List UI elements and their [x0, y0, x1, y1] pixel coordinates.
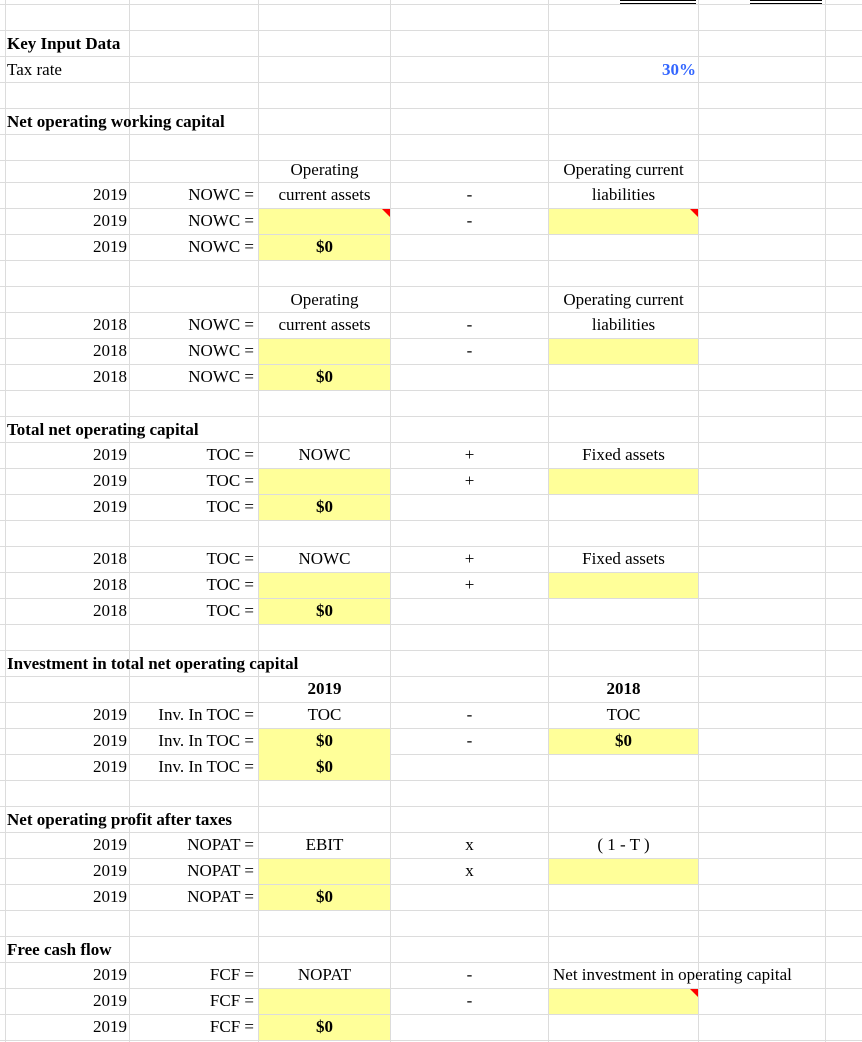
result-value: $0 — [316, 731, 333, 750]
result-value: $0 — [316, 887, 333, 906]
column-header: TOC — [307, 705, 342, 724]
formula-label: NOPAT = — [187, 887, 254, 906]
column-header: Operating current — [563, 160, 684, 179]
column-header: 2019 — [307, 679, 342, 698]
formula-label: Inv. In TOC = — [158, 757, 254, 776]
column-header: current assets — [278, 185, 371, 204]
formula-label: NOWC = — [188, 367, 254, 386]
column-header: 2018 — [606, 679, 641, 698]
column-header: NOPAT — [297, 965, 352, 984]
formula-label: FCF = — [209, 991, 254, 1010]
formula-label: FCF = — [209, 1017, 254, 1036]
comment-indicator-icon[interactable] — [382, 209, 390, 217]
operator: - — [466, 185, 473, 204]
column-header: NOWC — [298, 445, 351, 464]
result-value: $0 — [316, 601, 333, 620]
column-header: Operating — [290, 290, 359, 309]
year-cell: 2019 — [93, 731, 127, 750]
year-cell: 2018 — [93, 601, 127, 620]
year-cell: 2019 — [93, 835, 127, 854]
operator: + — [464, 471, 475, 490]
formula-label: NOWC = — [188, 315, 254, 334]
year-cell: 2019 — [93, 705, 127, 724]
year-cell: 2019 — [93, 991, 127, 1010]
year-cell: 2018 — [93, 575, 127, 594]
column-header: Operating current — [563, 290, 684, 309]
column-header: Net investment in operating capital — [553, 965, 792, 984]
border-line — [620, 0, 696, 4]
year-cell: 2019 — [93, 1017, 127, 1036]
column-header: Fixed assets — [582, 445, 665, 464]
input-cell[interactable] — [259, 573, 390, 598]
formula-label: TOC = — [206, 497, 254, 516]
year-cell: 2018 — [93, 367, 127, 386]
year-cell: 2019 — [93, 965, 127, 984]
year-cell: 2019 — [93, 211, 127, 230]
column-header: ( 1 - T ) — [597, 835, 650, 854]
column-header: TOC — [606, 705, 641, 724]
border-line — [750, 0, 822, 4]
column-header: EBIT — [305, 835, 344, 854]
formula-label: NOWC = — [188, 341, 254, 360]
year-cell: 2019 — [93, 887, 127, 906]
input-cell[interactable] — [549, 339, 698, 364]
year-cell: 2019 — [93, 497, 127, 516]
formula-label: NOPAT = — [187, 835, 254, 854]
year-cell: 2018 — [93, 315, 127, 334]
operator: - — [466, 705, 473, 724]
column-header: current assets — [278, 315, 371, 334]
formula-label: TOC = — [206, 445, 254, 464]
column-header: Fixed assets — [582, 549, 665, 568]
tax-rate-value[interactable]: 30% — [662, 60, 696, 79]
year-cell: 2019 — [93, 185, 127, 204]
year-cell: 2019 — [93, 757, 127, 776]
column-header: Operating — [290, 160, 359, 179]
input-cell[interactable] — [259, 339, 390, 364]
section-heading: Investment in total net operating capital — [7, 654, 299, 673]
formula-label: NOWC = — [188, 211, 254, 230]
column-header: liabilities — [591, 185, 656, 204]
operator: - — [466, 211, 473, 230]
formula-label: Inv. In TOC = — [158, 705, 254, 724]
input-cell[interactable] — [549, 209, 698, 234]
input-cell[interactable] — [549, 573, 698, 598]
input-cell[interactable] — [259, 469, 390, 494]
comment-indicator-icon[interactable] — [690, 209, 698, 217]
input-cell[interactable] — [259, 209, 390, 234]
formula-label: TOC = — [206, 575, 254, 594]
section-heading: Net operating profit after taxes — [7, 810, 233, 829]
gridline — [698, 0, 699, 1042]
operator: - — [466, 315, 473, 334]
section-heading: Free cash flow — [7, 940, 112, 959]
result-value: $0 — [316, 367, 333, 386]
section-heading: Net operating working capital — [7, 112, 225, 131]
result-value: $0 — [316, 237, 333, 256]
operator: x — [465, 835, 474, 854]
comment-indicator-icon[interactable] — [690, 989, 698, 997]
formula-label: NOWC = — [188, 185, 254, 204]
year-cell: 2019 — [93, 237, 127, 256]
formula-label: NOPAT = — [187, 861, 254, 880]
input-cell[interactable] — [259, 859, 390, 884]
operator: + — [464, 445, 475, 464]
formula-label: TOC = — [206, 471, 254, 490]
tax-rate-label: Tax rate — [7, 60, 62, 79]
year-cell: 2018 — [93, 341, 127, 360]
gridline — [5, 0, 6, 1042]
section-heading: Key Input Data — [7, 34, 121, 53]
formula-label: Inv. In TOC = — [158, 731, 254, 750]
year-cell: 2019 — [93, 861, 127, 880]
result-value: $0 — [316, 1017, 333, 1036]
operator: - — [466, 731, 473, 750]
operator: x — [465, 861, 474, 880]
formula-label: FCF = — [209, 965, 254, 984]
operator: - — [466, 991, 473, 1010]
column-header: liabilities — [591, 315, 656, 334]
result-value: $0 — [615, 731, 632, 750]
formula-label: TOC = — [206, 601, 254, 620]
operator: - — [466, 341, 473, 360]
gridline — [390, 0, 391, 1042]
input-cell[interactable] — [549, 859, 698, 884]
input-cell[interactable] — [259, 989, 390, 1014]
column-header: NOWC — [298, 549, 351, 568]
result-value: $0 — [316, 757, 333, 776]
operator: + — [464, 575, 475, 594]
input-cell[interactable] — [549, 989, 698, 1014]
operator: - — [466, 965, 473, 984]
gridline — [825, 0, 826, 1042]
input-cell[interactable] — [549, 469, 698, 494]
year-cell: 2019 — [93, 445, 127, 464]
formula-label: TOC = — [206, 549, 254, 568]
year-cell: 2019 — [93, 471, 127, 490]
year-cell: 2018 — [93, 549, 127, 568]
formula-label: NOWC = — [188, 237, 254, 256]
operator: + — [464, 549, 475, 568]
result-value: $0 — [316, 497, 333, 516]
section-heading: Total net operating capital — [7, 420, 199, 439]
